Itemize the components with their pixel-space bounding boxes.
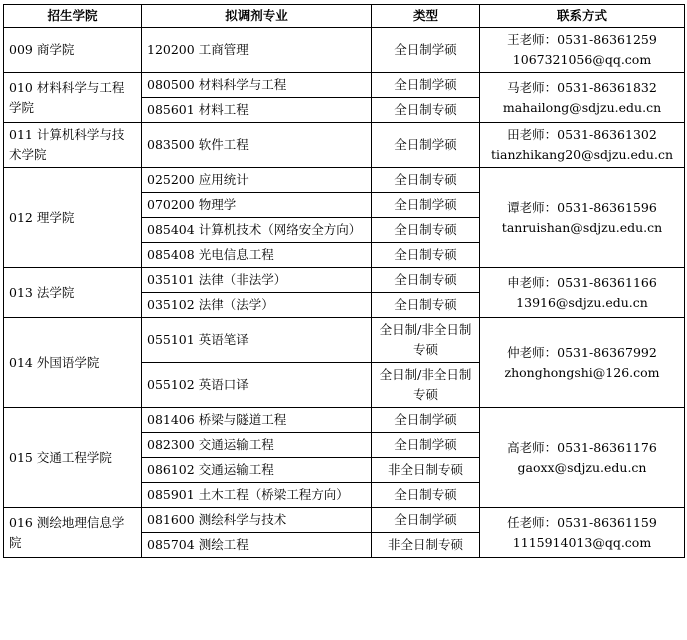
type-cell: 全日制学硕 [372,28,480,73]
major-cell: 035102 法律（法学） [142,293,372,318]
type-cell: 全日制专硕 [372,268,480,293]
major-cell: 055101 英语笔译 [142,318,372,363]
contact-cell [480,28,685,73]
table-row [4,123,685,168]
table-row [4,168,685,193]
major-cell: 086102 交通运输工程 [142,458,372,483]
type-cell: 全日制学硕 [372,123,480,168]
contact-email: tianzhikang20@sdjzu.edu.cn [490,147,674,162]
college-cell: 015 交通工程学院 [4,408,142,508]
major-cell: 085408 光电信息工程 [142,243,372,268]
table-row [4,268,685,293]
adjustment-table [3,4,685,558]
table-row [4,318,685,363]
contact-phone: 高老师：0531-86361176 [507,439,657,455]
major-cell: 083500 软件工程 [142,123,372,168]
major-cell: 085901 土木工程（桥梁工程方向） [142,483,372,508]
contact-cell [480,508,685,558]
type-cell: 全日制/非全日制专硕 [372,318,480,363]
type-cell: 全日制专硕 [372,98,480,123]
type-cell: 全日制学硕 [372,508,480,533]
type-cell: 全日制学硕 [372,193,480,218]
contact-email: 1115914013@qq.com [512,534,652,550]
header-college: 招生学院 [4,5,142,28]
major-cell: 070200 物理学 [142,193,372,218]
contact-email: mahailong@sdjzu.edu.cn [502,99,662,115]
table-row [4,28,685,73]
contact-cell [480,268,685,318]
header-contact: 联系方式 [480,5,685,28]
major-cell: 080500 材料科学与工程 [142,73,372,98]
type-cell: 非全日制专硕 [372,458,480,483]
college-cell: 012 理学院 [4,168,142,268]
college-cell: 016 测绘地理信息学院 [4,508,142,558]
contact-phone: 任老师：0531-86361159 [507,514,657,530]
header-row [4,5,685,28]
major-cell: 082300 交通运输工程 [142,433,372,458]
major-cell: 035101 法律（非法学） [142,268,372,293]
type-cell: 全日制专硕 [372,243,480,268]
major-cell: 081600 测绘科学与技术 [142,508,372,533]
major-cell: 085704 测绘工程 [142,533,372,558]
type-cell: 全日制专硕 [372,218,480,243]
contact-cell [480,408,685,508]
college-cell: 011 计算机科学与技术学院 [4,123,142,168]
major-cell: 025200 应用统计 [142,168,372,193]
contact-phone: 仲老师：0531-86367992 [507,344,657,360]
contact-phone: 王老师：0531-86361259 [507,32,657,47]
type-cell: 全日制专硕 [372,168,480,193]
major-cell: 055102 英语口译 [142,363,372,408]
contact-email: tanruishan@sdjzu.edu.cn [501,219,663,235]
college-cell: 010 材料科学与工程学院 [4,73,142,123]
contact-phone: 马老师：0531-86361832 [507,79,657,95]
contact-email: gaoxx@sdjzu.edu.cn [517,459,647,475]
contact-phone: 申老师：0531-86361166 [507,274,657,290]
type-cell: 全日制学硕 [372,433,480,458]
contact-phone: 田老师：0531-86361302 [507,127,657,142]
table-row [4,408,685,433]
contact-email: zhonghongshi@126.com [504,364,660,380]
type-cell: 全日制学硕 [372,73,480,98]
contact-cell [480,318,685,408]
college-cell: 013 法学院 [4,268,142,318]
contact-phone: 谭老师：0531-86361596 [507,199,657,215]
contact-email: 1067321056@qq.com [512,52,652,67]
college-cell: 009 商学院 [4,28,142,73]
table-row [4,508,685,533]
contact-email: 13916@sdjzu.edu.cn [516,294,648,310]
type-cell: 全日制专硕 [372,483,480,508]
type-cell: 全日制/非全日制专硕 [372,363,480,408]
type-cell: 全日制学硕 [372,408,480,433]
header-major: 拟调剂专业 [142,5,372,28]
type-cell: 非全日制专硕 [372,533,480,558]
type-cell: 全日制专硕 [372,293,480,318]
header-type: 类型 [372,5,480,28]
college-cell: 014 外国语学院 [4,318,142,408]
major-cell: 085601 材料工程 [142,98,372,123]
major-cell: 120200 工商管理 [142,28,372,73]
contact-cell [480,73,685,123]
major-cell: 085404 计算机技术（网络安全方向） [142,218,372,243]
major-cell: 081406 桥梁与隧道工程 [142,408,372,433]
table-row [4,73,685,98]
contact-cell [480,123,685,168]
contact-cell [480,168,685,268]
